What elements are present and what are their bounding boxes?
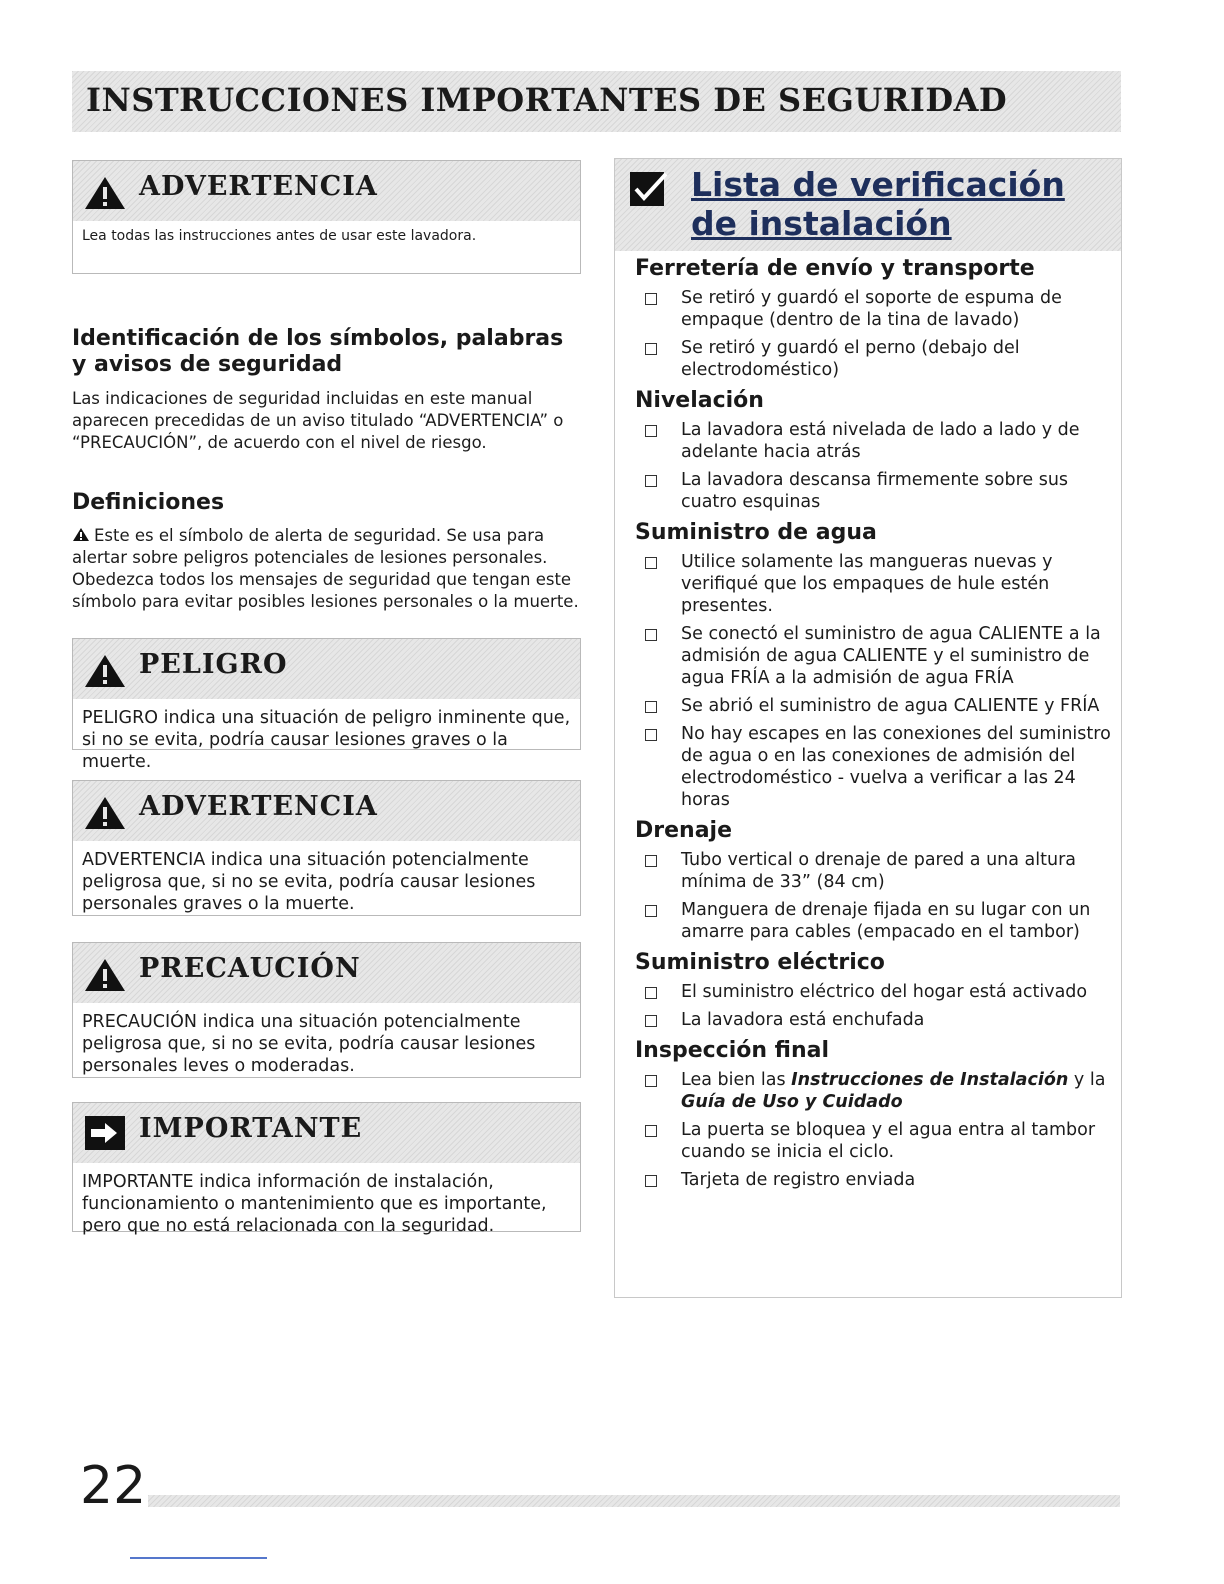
- checklist-item: Se abrió el suministro de agua CALIENTE y FRÍA: [635, 695, 1115, 717]
- checklist-item: Se retiró y guardó el perno (debajo del electrodoméstico): [635, 337, 1115, 381]
- checkbox[interactable]: [645, 855, 657, 867]
- checklist-section: [635, 287, 1115, 381]
- use-care-guide-ref: Guía de Uso y Cuidado: [681, 1092, 903, 1112]
- checklist-body: [635, 255, 1115, 1197]
- importante-text: IMPORTANTE indica información de instalación, funcionamiento o mantenimiento que es importante, pero que no está relacionada con la seguridad.: [82, 1172, 547, 1236]
- importante-box: [72, 1102, 581, 1236]
- safety-alert-icon: [72, 527, 90, 542]
- top-warning-box: [72, 160, 581, 274]
- page-number: 22: [80, 1456, 147, 1516]
- checkbox[interactable]: [645, 629, 657, 641]
- checkbox[interactable]: [645, 557, 657, 569]
- precaucion-label: PRECAUCIÓN: [139, 953, 361, 984]
- section-title: Inspección final: [635, 1038, 830, 1063]
- warning-triangle-icon: [83, 957, 127, 993]
- checklist-header: [615, 159, 1121, 251]
- checklist-item: La lavadora está enchufada: [635, 1009, 1115, 1031]
- page-title: INSTRUCCIONES IMPORTANTES DE SEGURIDAD: [86, 81, 1008, 119]
- checklist-section: [635, 849, 1115, 943]
- checklist-item: Tubo vertical o drenaje de pared a una altura mínima de 33” (84 cm): [635, 849, 1115, 893]
- checkbox[interactable]: [645, 1125, 657, 1137]
- checklist-section: [635, 419, 1115, 513]
- top-warning-header: [73, 161, 580, 221]
- definitions-title: Definiciones: [72, 490, 225, 515]
- item-text-part: y la: [1073, 1070, 1106, 1090]
- peligro-box: [72, 638, 581, 772]
- advertencia-label: ADVERTENCIA: [139, 791, 378, 822]
- checkbox[interactable]: [645, 293, 657, 305]
- checklist-section: [635, 551, 1115, 811]
- definitions-text-block: [72, 525, 584, 613]
- importante-header: [73, 1103, 580, 1163]
- checkbox[interactable]: [645, 905, 657, 917]
- checkbox[interactable]: [645, 729, 657, 741]
- checklist-item: Utilice solamente las mangueras nuevas y verifiqué que los empaques de hule estén presentes.: [635, 551, 1115, 617]
- advertencia-box: [72, 780, 581, 916]
- warning-text: Lea todas las instrucciones antes de usar este lavadora.: [82, 228, 477, 244]
- section-title: Suministro eléctrico: [635, 950, 885, 975]
- precaucion-text: PRECAUCIÓN indica una situación potencialmente peligrosa que, si no se evita, podría causar lesiones personales leves o moderadas.: [82, 1012, 536, 1076]
- checklist-item: [635, 1069, 1115, 1113]
- footer-bar: [148, 1495, 1120, 1507]
- checklist-item: La puerta se bloquea y el agua entra al tambor cuando se inicia el ciclo.: [635, 1119, 1115, 1163]
- divider: [130, 1557, 267, 1559]
- precaucion-box: [72, 942, 581, 1078]
- checkbox[interactable]: [645, 987, 657, 999]
- warning-triangle-icon: [83, 795, 127, 831]
- precaucion-header: [73, 943, 580, 1003]
- header-banner: [72, 71, 1121, 132]
- warning-triangle-icon: [83, 175, 127, 211]
- installation-instructions-ref: Instrucciones de Instalación: [791, 1070, 1069, 1090]
- checkmark-box-icon: [629, 171, 669, 207]
- advertencia-text: ADVERTENCIA indica una situación potencialmente peligrosa que, si no se evita, podría causar lesiones personales graves o la muerte.: [82, 850, 536, 914]
- checklist-item: El suministro eléctrico del hogar está activado: [635, 981, 1115, 1003]
- checkbox[interactable]: [645, 475, 657, 487]
- arrow-right-icon: [83, 1115, 127, 1151]
- checklist-item: Se retiró y guardó el soporte de espuma de empaque (dentro de la tina de lavado): [635, 287, 1115, 331]
- installation-checklist: [614, 158, 1122, 1298]
- identification-text: Las indicaciones de seguridad incluidas en este manual aparecen precedidas de un aviso titulado “ADVERTENCIA” o “PRECAUCIÓN”, de acuerdo con el nivel de riesgo.: [72, 389, 564, 452]
- advertencia-header: [73, 781, 580, 841]
- checkbox[interactable]: [645, 1015, 657, 1027]
- checklist-item: No hay escapes en las conexiones del suministro de agua o en las conexiones de admisión del electrodoméstico - vuelva a verificar a las 24 horas: [635, 723, 1115, 811]
- peligro-label: PELIGRO: [139, 649, 288, 680]
- definitions-text: Este es el símbolo de alerta de seguridad. Se usa para alertar sobre peligros potenciales de lesiones personales. Obedezca todos los mensajes de seguridad que tengan este símbolo para evitar posibles lesiones personales o la muerte.: [72, 526, 579, 611]
- peligro-header: [73, 639, 580, 699]
- section-title: Nivelación: [635, 388, 764, 413]
- section-title: Ferretería de envío y transporte: [635, 256, 1035, 281]
- checklist-item: Manguera de drenaje fijada en su lugar con un amarre para cables (empacado en el tambor): [635, 899, 1115, 943]
- identification-title: Identificación de los símbolos, palabras y avisos de seguridad: [72, 326, 564, 377]
- checkbox[interactable]: [645, 701, 657, 713]
- checkbox[interactable]: [645, 343, 657, 355]
- peligro-text: PELIGRO indica una situación de peligro inminente que, si no se evita, podría causar lesiones graves o la muerte.: [82, 708, 571, 772]
- checklist-item: Se conectó el suministro de agua CALIENTE a la admisión de agua CALIENTE y el suministro de agua FRÍA a la admisión de agua FRÍA: [635, 623, 1115, 689]
- section-title: Drenaje: [635, 818, 733, 843]
- checkbox[interactable]: [645, 425, 657, 437]
- warning-triangle-icon: [83, 653, 127, 689]
- warning-label: ADVERTENCIA: [139, 171, 378, 202]
- checklist-title: Lista de verificación de instalación: [691, 165, 1065, 243]
- item-text-part: Lea bien las: [681, 1070, 786, 1090]
- section-title: Suministro de agua: [635, 520, 877, 545]
- checklist-item: La lavadora descansa firmemente sobre sus cuatro esquinas: [635, 469, 1115, 513]
- checklist-section: [635, 981, 1115, 1031]
- checklist-section: [635, 1069, 1115, 1191]
- checkbox[interactable]: [645, 1175, 657, 1187]
- importante-label: IMPORTANTE: [139, 1113, 363, 1144]
- checklist-item: Tarjeta de registro enviada: [635, 1169, 1115, 1191]
- checklist-item: La lavadora está nivelada de lado a lado y de adelante hacia atrás: [635, 419, 1115, 463]
- checkbox[interactable]: [645, 1075, 657, 1087]
